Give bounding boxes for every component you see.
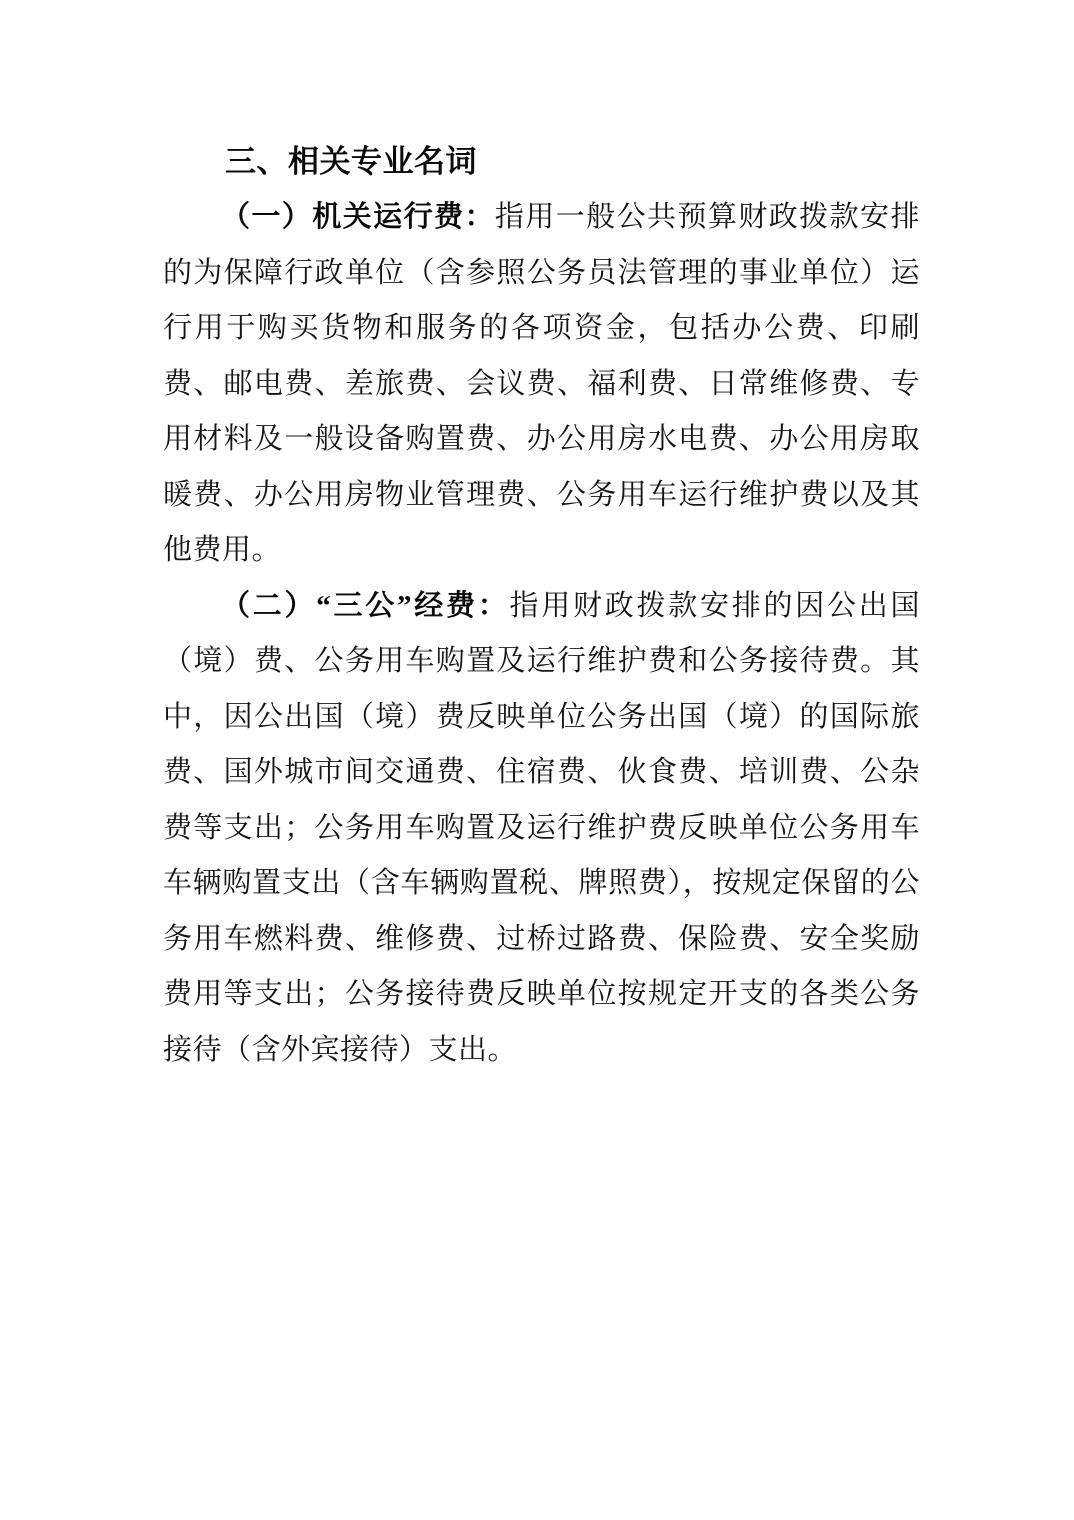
term-2-definition: 指用财政拨款安排的因公出国（境）费、公务用车购置及运行维护费和公务接待费。其中，因公出国（境）费反映单位公务出国（境）的国际旅费、国外城市间交通费、住宿费、伙食费、培训费、公杂费等支出；公务用车购置及运行维护费反映单位公务用车车辆购置支出（含车辆购置税、牌照费），按规定保留的公务用车燃料费、维修费、过桥过路费、保险费、安全奖励费用等支出；公务接待费反映单位按规定开支的各类公务接待（含外宾接待）支出。 [163, 589, 920, 1066]
paragraph-term-2 [163, 579, 920, 1079]
term-2-label: （二）“三公”经费： [221, 589, 510, 622]
term-1-label: （一）机关运行费： [221, 201, 495, 233]
term-1-definition: 指用一般公共预算财政拨款安排的为保障行政单位（含参照公务员法管理的事业单位）运行用于购买货物和服务的各项资金，包括办公费、印刷费、邮电费、差旅费、会议费、福利费、日常维修费、专用材料及一般设备购置费、办公用房水电费、办公用房取暖费、办公用房物业管理费、公务用车运行维护费以及其他费用。 [163, 201, 920, 566]
paragraph-term-1 [163, 190, 920, 579]
document-content [163, 134, 920, 1078]
section-heading: 三、相关专业名词 [225, 144, 477, 179]
